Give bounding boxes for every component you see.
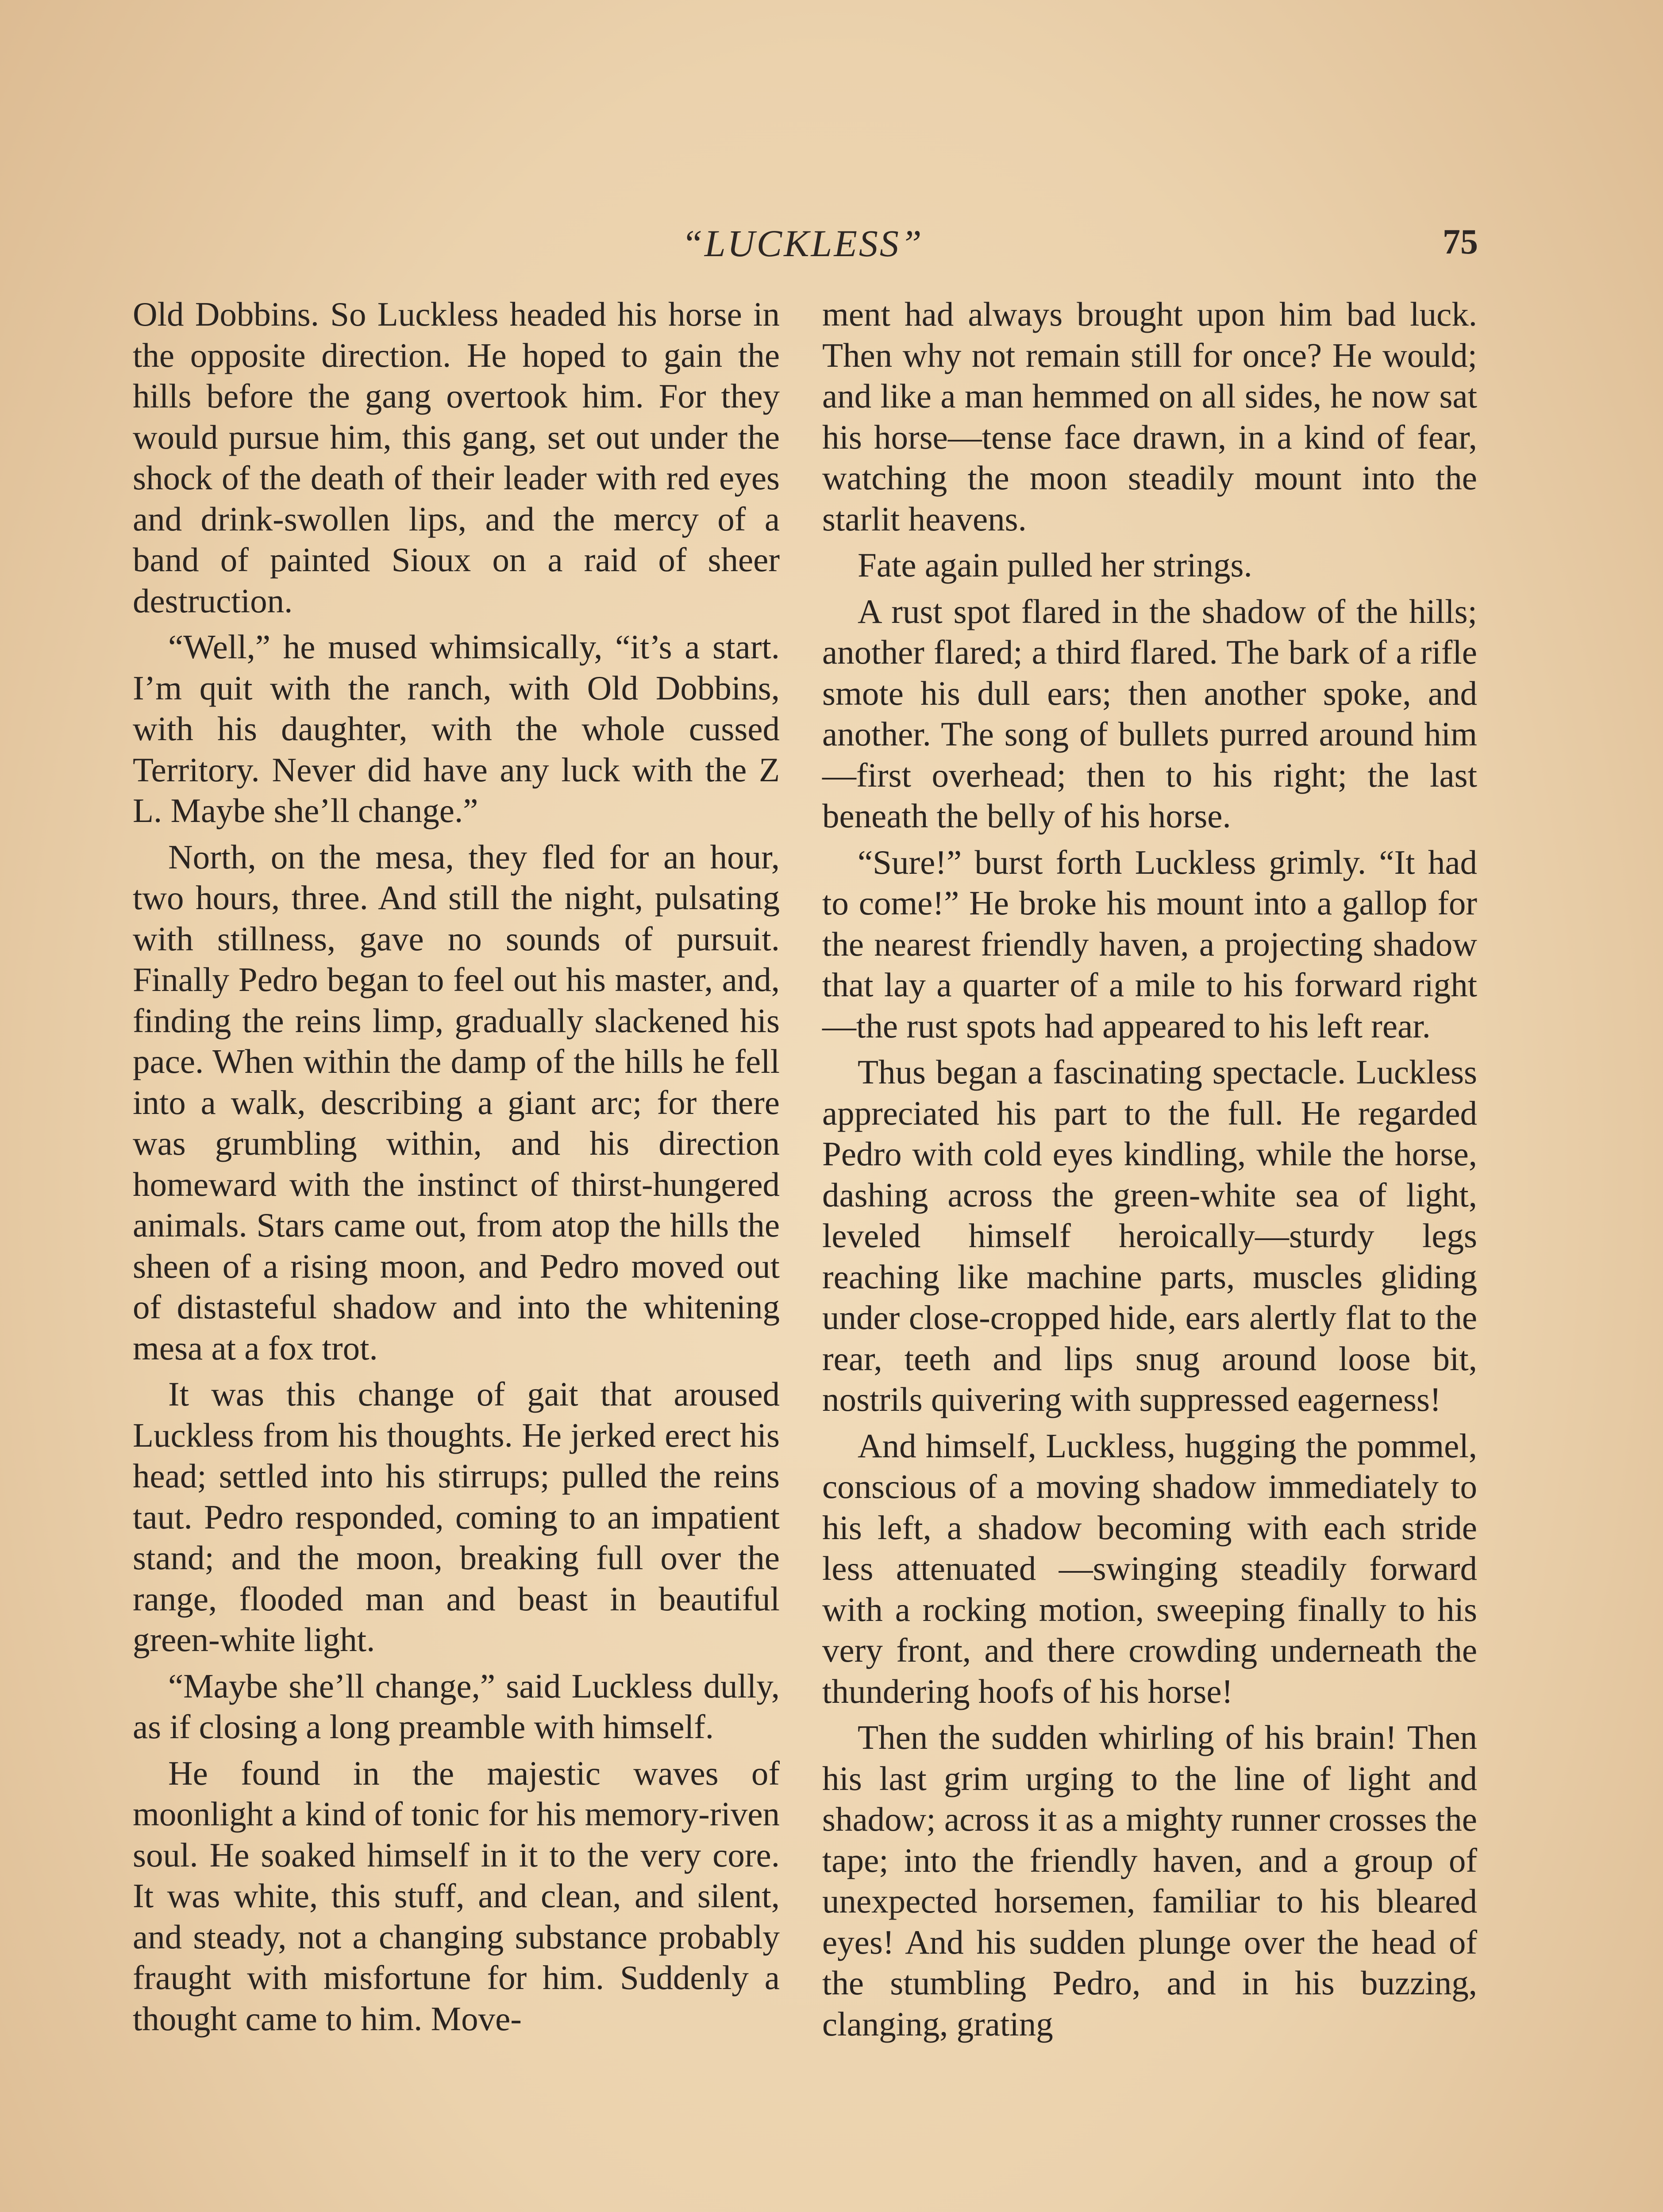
paragraph: And himself, Luckless, hugging the pommel, conscious of a moving shadow immediately to his left, a shadow becoming with each stride less attenuated —swinging steadily forward with a rocking motion, sweeping finally to his very front, and there crowding underneath the thundering hoofs of his horse! [822, 1426, 1477, 1710]
left-column [133, 294, 780, 2044]
running-title: “LUCKLESS” [681, 222, 924, 265]
page-number: 75 [1443, 223, 1478, 261]
paragraph: A rust spot flared in the shadow of the hills; another flared; a third flared. The bark of a rifle smote his dull ears; then another spoke, and another. The song of bullets purred around him—first overhead; then to his right; the last beneath the belly of his horse. [822, 592, 1477, 835]
running-head [0, 221, 1663, 265]
paragraph: ment had always brought upon him bad luck. Then why not remain still for once? He would; and like a man hemmed on all sides, he now sat his horse—tense face drawn, in a kind of fear, watching the moon steadily mount into the starlit heavens. [822, 295, 1477, 538]
paragraph: “Sure!” burst forth Luckless grimly. “It had to come!” He broke his mount into a gallop for the nearest friendly haven, a projecting shadow that lay a quarter of a mile to his forward right —the rust spots had appeared to his left rear. [822, 843, 1477, 1045]
right-column [822, 294, 1477, 2050]
paragraph: Old Dobbins. So Luckless headed his horse in the opposite direction. He hoped to gain the hills before the gang overtook him. For they would pursue him, this gang, set out under the shock of the death of their leader with red eyes and drink-swollen lips, and the mercy of a band of painted Sioux on a raid of sheer destruction. [133, 295, 780, 620]
paragraph: Fate again pulled her strings. [858, 546, 1252, 584]
paragraph: “Maybe she’ll change,” said Luckless dully, as if closing a long preamble with himself. [133, 1667, 780, 1746]
paragraph: Then the sudden whirling of his brain! Then his last grim urging to the line of light and shadow; across it as a mighty runner crosses the tape; into the friendly haven, and a group of unexpected horsemen, familiar to his bleared eyes! And his sudden plunge over the head of the stumbling Pedro, and in his buzzing, clanging, grating [822, 1718, 1477, 2043]
paragraph: He found in the majestic waves of moonlight a kind of tonic for his memory-riven soul. He soaked himself in it to the very core. It was white, this stuff, and clean, and silent, and steady, not a changing substance probably fraught with misfortune for him. Suddenly a thought came to him. Move- [133, 1754, 780, 2038]
paragraph: North, on the mesa, they fled for an hour, two hours, three. And still the night, pulsating with stillness, gave no sounds of pursuit. Finally Pedro began to feel out his master, and, finding the reins limp, gradually slackened his pace. When within the damp of the hills he fell into a walk, describing a giant arc; for there was grumbling within, and his direction homeward with the instinct of thirst-hungered animals. Stars came out, from atop the hills the sheen of a rising moon, and Pedro moved out of distasteful shadow and into the whitening mesa at a fox trot. [133, 837, 780, 1367]
paragraph: Thus began a fascinating spectacle. Luckless appreciated his part to the full. He regarded Pedro with cold eyes kindling, while the horse, dashing across the green-white sea of light, leveled himself heroically—sturdy legs reaching like machine parts, muscles gliding under close-cropped hide, ears alertly flat to the rear, teeth and lips snug around loose bit, nostrils quivering with suppressed eagerness! [822, 1053, 1477, 1418]
paragraph: “Well,” he mused whimsically, “it’s a start. I’m quit with the ranch, with Old Dobbins, with his daughter, with the whole cussed Territory. Never did have any luck with the Z L. Maybe she’ll change.” [133, 628, 780, 830]
paragraph: It was this change of gait that aroused Luckless from his thoughts. He jerked erect his head; settled into his stirrups; pulled the reins taut. Pedro responded, coming to an impatient stand; and the moon, breaking full over the range, flooded man and beast in beautiful green-white light. [133, 1375, 780, 1659]
